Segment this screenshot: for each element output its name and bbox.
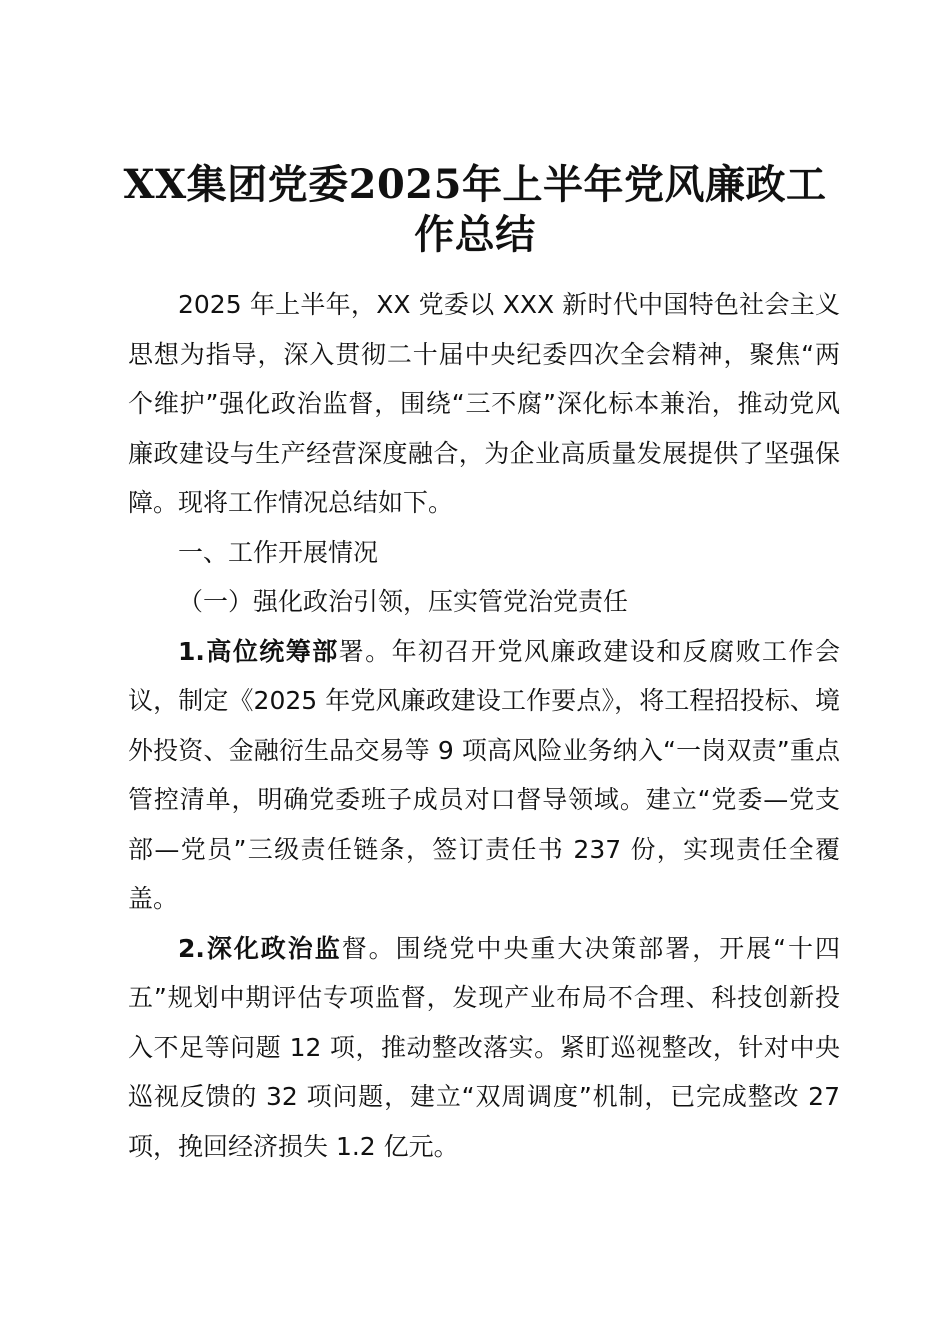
intro-paragraph: 2025 年上半年，XX 党委以 XXX 新时代中国特色社会主义思想为指导，深入贯彻二十届中央纪委四次全会精神，聚焦“两个维护”强化政治监督，围绕“三不腐”深化标本兼治，推动党风廉政建设与生产经营深度融合，为企业高质量发展提供了坚强保障。现将工作情况总结如下。: [128, 290, 840, 517]
document-title: XX集团党委2025年上半年党风廉政工作总结: [123, 161, 827, 258]
item-text: 督。围绕党中央重大决策部署，开展“十四五”规划中期评估专项监督，发现产业布局不合理、科技创新投入不足等问题 12 项，推动整改落实。紧盯巡视整改，针对中央巡视反馈的 32 项问题，建立“双周调度”机制，已完成整改 27 项，挽回经济损失 1.2 亿元。: [128, 933, 840, 1161]
document-body: [128, 280, 840, 1171]
item-lead: 2.深化政治监: [178, 933, 342, 963]
item-lead: 1.高位统筹部: [178, 636, 339, 666]
section-heading: 一、工作开展情况: [178, 537, 379, 567]
subsection-heading: （一）强化政治引领，压实管党治党责任: [178, 587, 629, 616]
item-paragraph: [128, 924, 840, 1172]
item-paragraph: [128, 627, 840, 924]
item-text: 署。年初召开党风廉政建设和反腐败工作会议，制定《2025 年党风廉政建设工作要点》，将工程招投标、境外投资、金融衍生品交易等 9 项高风险业务纳入“一岗双责”重点管控清单，明确党委班子成员对口督导领域。建立“党委—党支部—党员”三级责任链条，签订责任书 237 份，实现责任全覆盖。: [128, 636, 840, 913]
